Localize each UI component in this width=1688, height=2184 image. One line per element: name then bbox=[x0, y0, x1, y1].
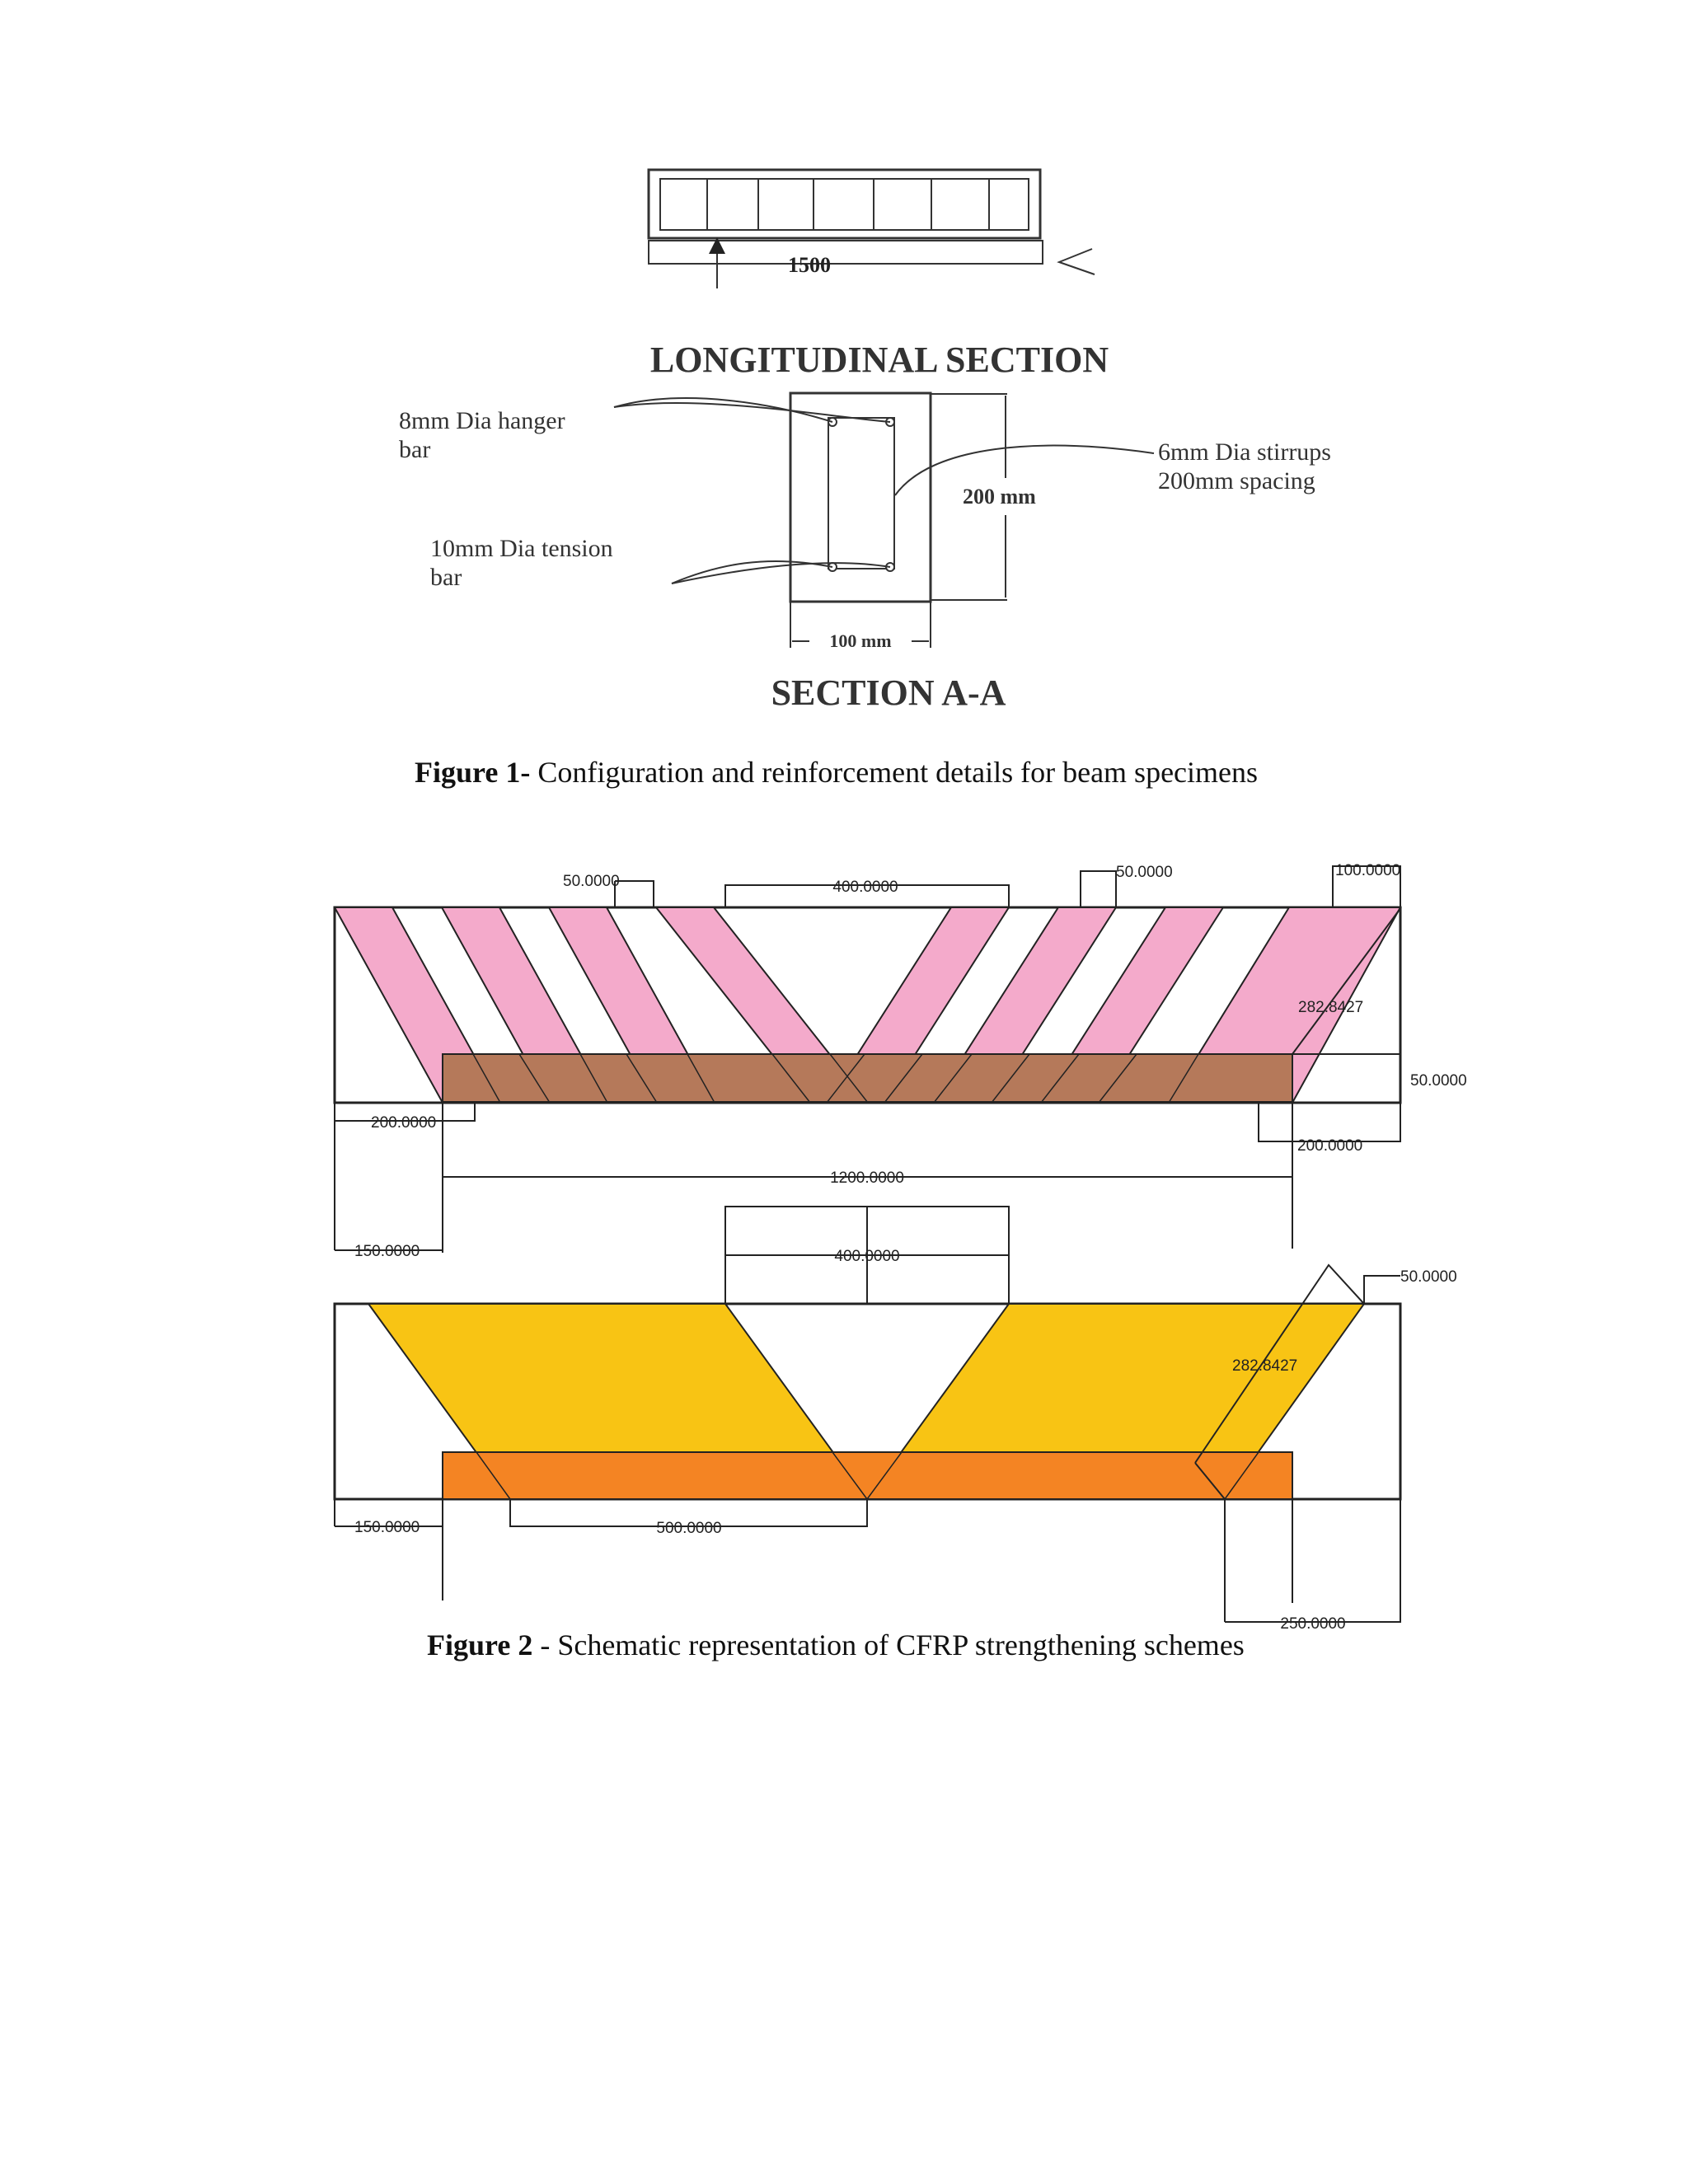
scheme2-support-offset: 150.0000 bbox=[354, 1519, 420, 1536]
tension-bar-label-line2: bar bbox=[430, 564, 462, 591]
scheme1-gap-mid: 400.0000 bbox=[832, 879, 898, 896]
hanger-bar-label-line1: 8mm Dia hanger bbox=[399, 407, 565, 434]
hanger-bar-label-line2: bar bbox=[399, 436, 431, 463]
scheme1-right-offset: 200.0000 bbox=[1297, 1137, 1363, 1155]
longitudinal-span-label: 1500 bbox=[788, 253, 831, 277]
scheme1-plate-depth: 50.0000 bbox=[1410, 1072, 1467, 1090]
scheme2-drawing bbox=[335, 1207, 1457, 1633]
scheme2-diag-length: 282.8427 bbox=[1232, 1357, 1298, 1375]
figure2-caption-text: - Schematic representation of CFRP strengthening schemes bbox=[532, 1629, 1245, 1661]
scheme2-plate bbox=[443, 1452, 1292, 1499]
section-width-label: 100 mm bbox=[829, 630, 892, 651]
figure2-caption bbox=[427, 1628, 1245, 1662]
cross-section bbox=[614, 393, 1154, 648]
scheme2-right-offset: 250.0000 bbox=[1280, 1615, 1346, 1633]
scheme1-plate-length: 1200.0000 bbox=[830, 1169, 904, 1187]
stirrup-label-line2: 200mm spacing bbox=[1158, 467, 1315, 494]
scheme1-diag-length: 282.8427 bbox=[1298, 999, 1364, 1016]
tension-bar-label-line1: 10mm Dia tension bbox=[430, 535, 613, 562]
stirrup-label bbox=[1158, 438, 1338, 494]
longitudinal-section-title: LONGITUDINAL SECTION bbox=[649, 340, 1109, 380]
figure1-caption-label: Figure 1- bbox=[415, 756, 531, 789]
scheme2-end-width: 50.0000 bbox=[1400, 1268, 1457, 1286]
figure2-caption-label: Figure 2 bbox=[427, 1629, 533, 1661]
figure1-drawing bbox=[399, 170, 1338, 713]
figure1-caption-text: Configuration and reinforcement details for beam specimens bbox=[530, 756, 1259, 789]
longitudinal-beam bbox=[649, 170, 1095, 288]
scheme2-sheet-base: 500.0000 bbox=[656, 1520, 722, 1537]
scheme1-support-offset: 150.0000 bbox=[354, 1243, 420, 1260]
scheme1-left-offset: 200.0000 bbox=[371, 1114, 437, 1132]
scheme1-strip-width-left: 50.0000 bbox=[563, 873, 620, 890]
scheme1-plate bbox=[443, 1054, 1292, 1102]
hanger-bar-label bbox=[399, 407, 571, 463]
scheme1-strip-width-right: 50.0000 bbox=[1116, 864, 1173, 881]
figure1-caption bbox=[415, 755, 1258, 790]
section-depth-label: 200 mm bbox=[963, 485, 1036, 509]
tension-bar-label bbox=[430, 535, 619, 591]
scheme1-drawing bbox=[335, 862, 1467, 1260]
stirrup-label-line1: 6mm Dia stirrups bbox=[1158, 438, 1331, 466]
section-aa-title: SECTION A-A bbox=[771, 673, 1006, 713]
scheme1-end-width: 100.0000 bbox=[1335, 862, 1401, 879]
scheme2-gap-mid: 400.0000 bbox=[834, 1248, 900, 1265]
